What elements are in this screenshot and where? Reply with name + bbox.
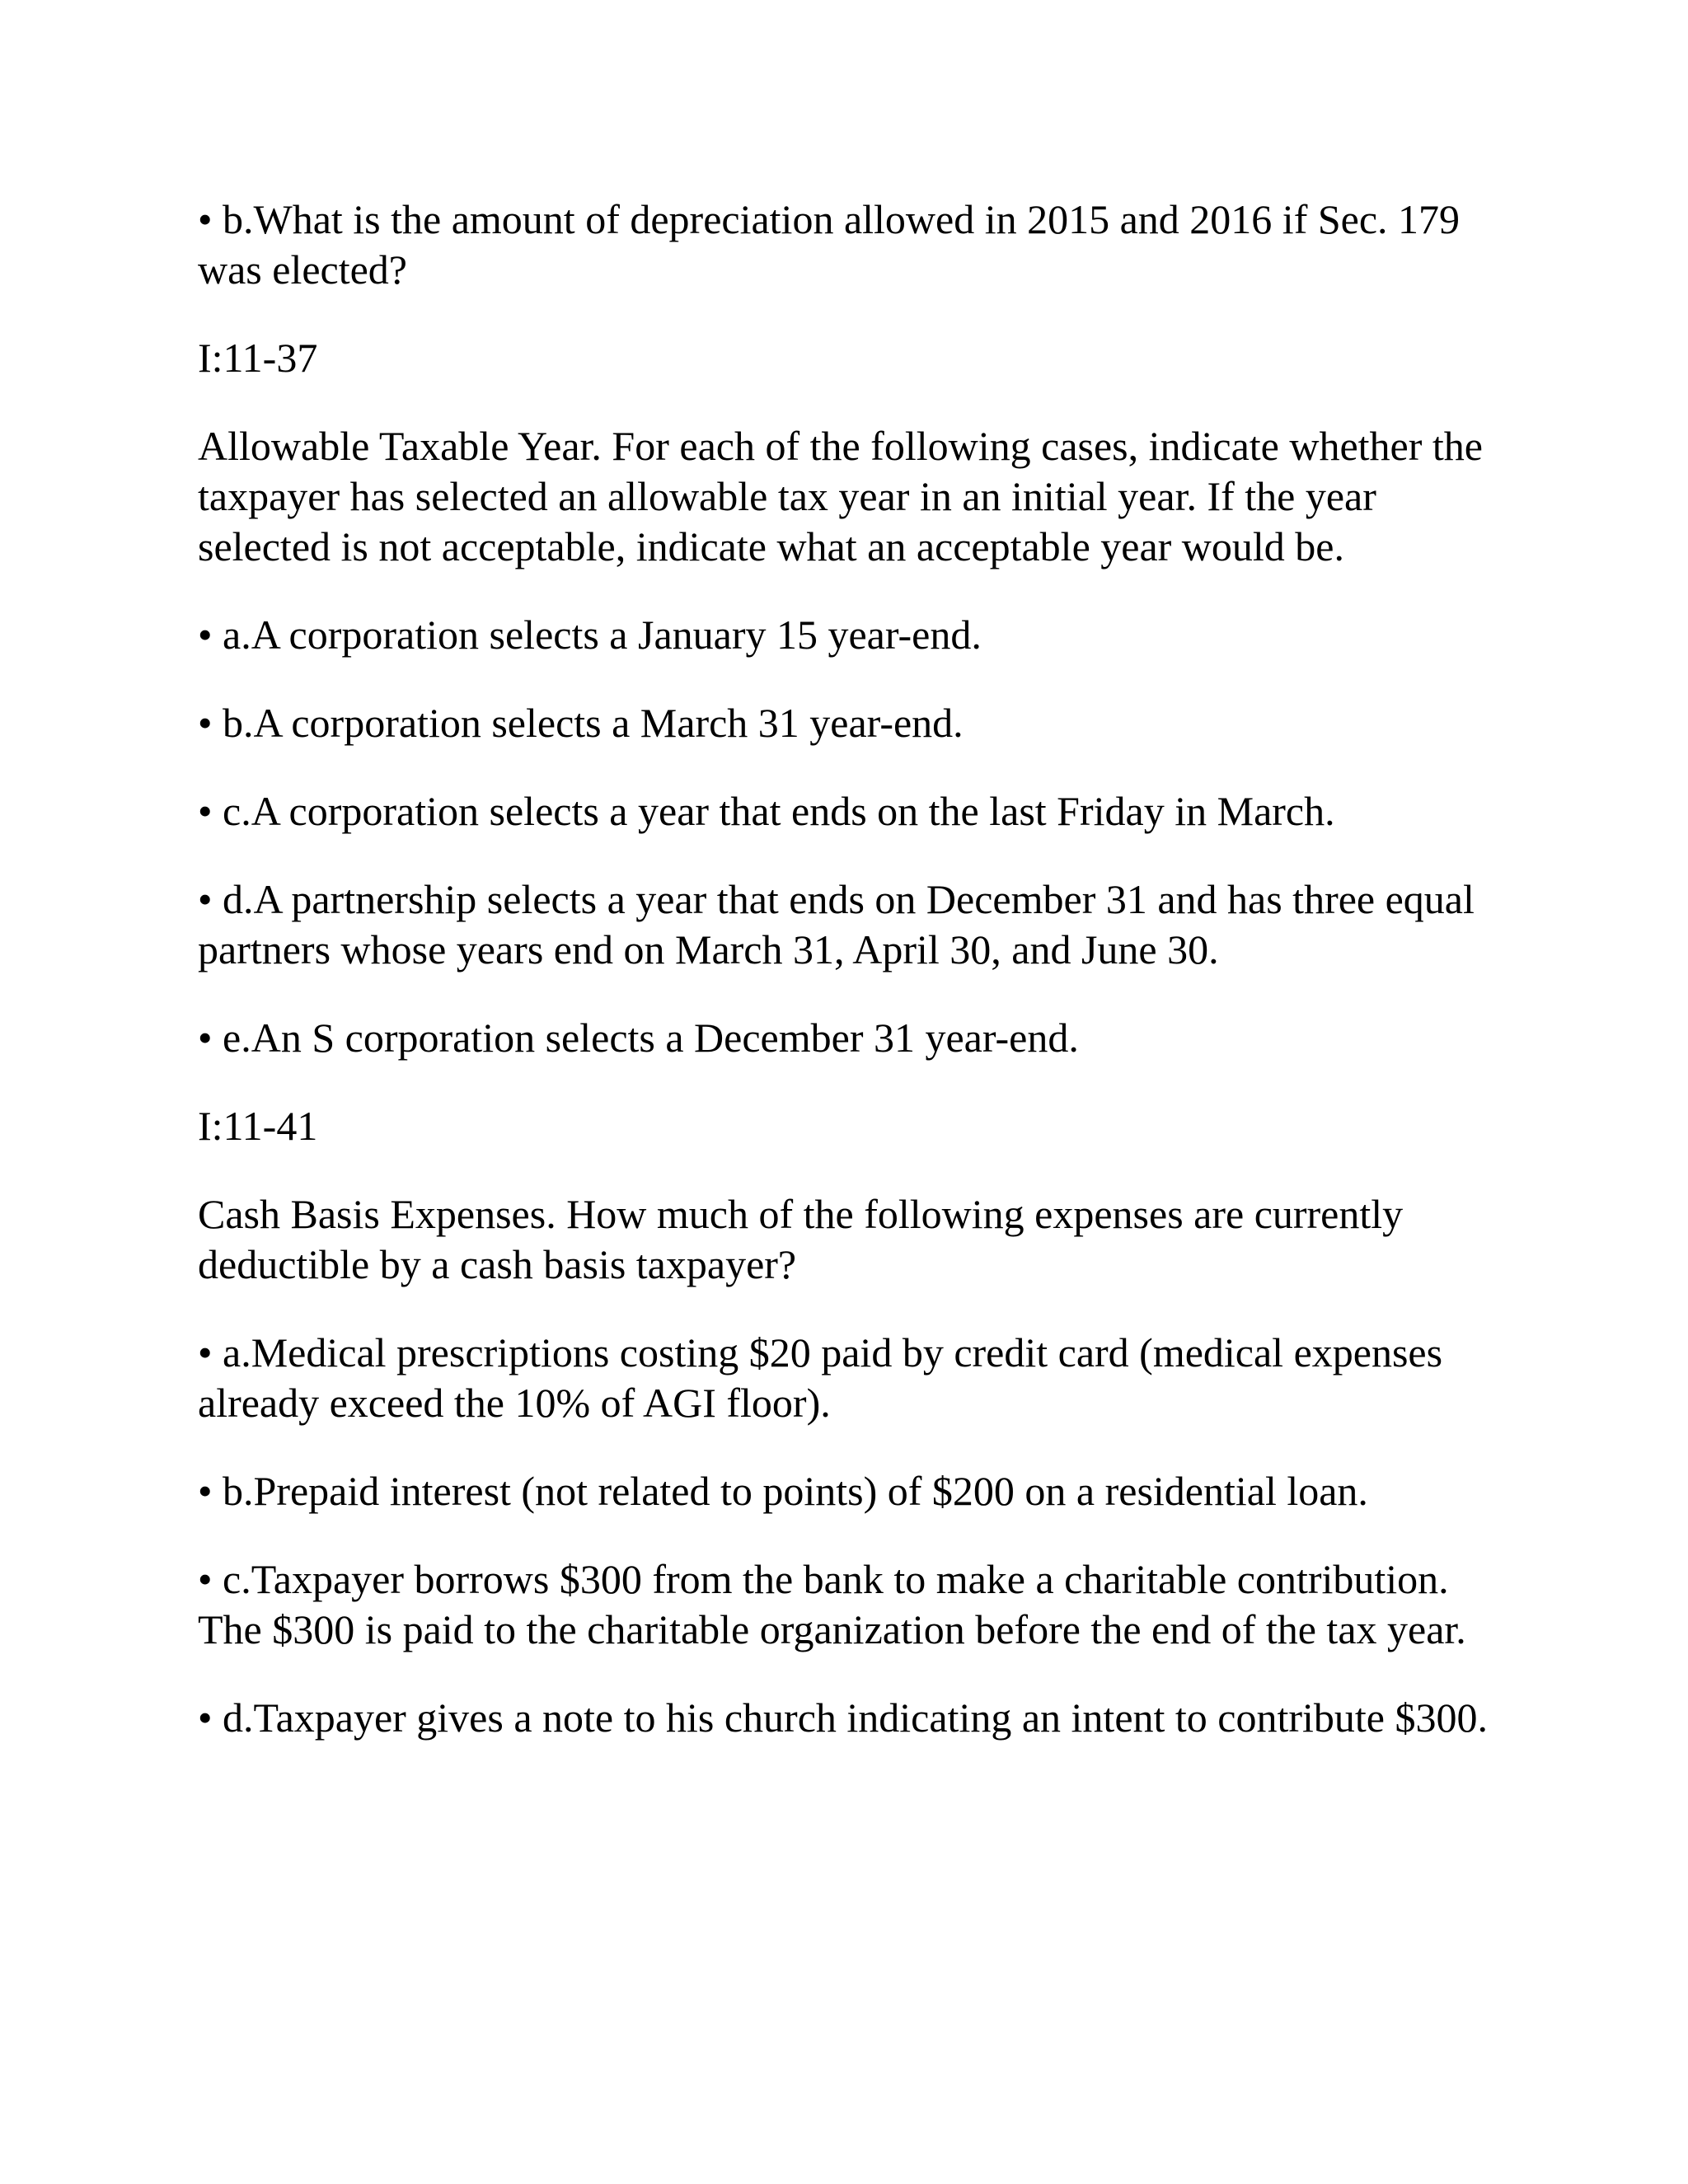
bullet-icon: •: [198, 788, 213, 834]
document-page: [198, 194, 1500, 1781]
paragraph-text: Cash Basis Expenses. How much of the following expenses are currently deductible by a cash basis taxpayer?: [198, 1191, 1404, 1287]
bullet-icon: •: [198, 1694, 213, 1741]
paragraph-text: c.Taxpayer borrows $300 from the bank to make a charitable contribution. The $300 is paid to the charitable organization before the end of the tax year.: [198, 1556, 1466, 1652]
expense-a-medical: [198, 1328, 1500, 1428]
question-b-depreciation: [198, 194, 1500, 295]
case-e-s-corporation: [198, 1013, 1500, 1063]
paragraph-text: b.What is the amount of depreciation allowed in 2015 and 2016 if Sec. 179 was elected?: [198, 196, 1461, 293]
bullet-icon: •: [198, 1468, 213, 1514]
expense-b-prepaid-interest: [198, 1466, 1500, 1516]
paragraph-text: b.Prepaid interest (not related to points) of $200 on a residential loan.: [223, 1468, 1368, 1514]
paragraph-text: d.Taxpayer gives a note to his church indicating an intent to contribute $300.: [223, 1694, 1489, 1741]
paragraph-text: Allowable Taxable Year. For each of the following cases, indicate whether the taxpayer has selected an allowable tax year in an initial year. If the year selected is not acceptable, indicate what an acceptable year would be.: [198, 423, 1483, 569]
paragraph-text: I:11-41: [198, 1103, 318, 1149]
bullet-icon: •: [198, 700, 213, 746]
case-b-march: [198, 698, 1500, 748]
bullet-icon: •: [198, 1556, 213, 1602]
paragraph-text: c.A corporation selects a year that ends on the last Friday in March.: [223, 788, 1335, 834]
paragraph-text: e.An S corporation selects a December 31 year-end.: [223, 1015, 1079, 1061]
problem-number-11-37: [198, 333, 1500, 383]
bullet-icon: •: [198, 1015, 213, 1061]
problem-number-11-41: [198, 1101, 1500, 1151]
paragraph-text: a.Medical prescriptions costing $20 paid by credit card (medical expenses already exceed the 10% of AGI floor).: [198, 1329, 1443, 1426]
expense-c-charitable-loan: [198, 1554, 1500, 1655]
bullet-icon: •: [198, 876, 213, 922]
paragraph-text: d.A partnership selects a year that ends on December 31 and has three equal partners whose years end on March 31, April 30, and June 30.: [198, 876, 1475, 972]
case-c-last-friday: [198, 786, 1500, 837]
bullet-icon: •: [198, 196, 213, 242]
bullet-icon: •: [198, 612, 213, 658]
paragraph-text: a.A corporation selects a January 15 year-end.: [223, 612, 982, 658]
paragraph-text: b.A corporation selects a March 31 year-end.: [223, 700, 964, 746]
cash-basis-expenses-prompt: [198, 1189, 1500, 1290]
paragraph-text: I:11-37: [198, 335, 318, 381]
bullet-icon: •: [198, 1329, 213, 1376]
case-a-january: [198, 610, 1500, 660]
expense-d-church-note: [198, 1693, 1500, 1743]
allowable-taxable-year-prompt: [198, 421, 1500, 572]
case-d-partnership: [198, 874, 1500, 975]
